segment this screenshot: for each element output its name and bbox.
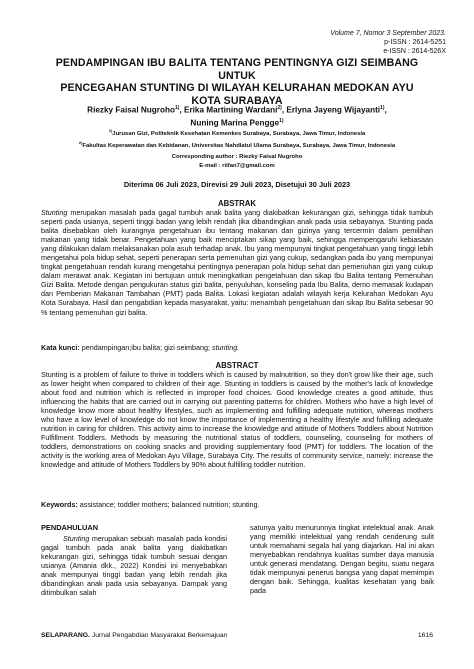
article-title bbox=[40, 57, 434, 107]
eissn-line: e-ISSN : 2614-526X bbox=[383, 48, 446, 55]
affiliation-text: Fakultas Keperawatan dan Kebidanan, Universitas Nahdlatul Ulama Surabaya, Surabaya, Jawa Timur, Indonesia bbox=[82, 142, 396, 149]
journal-header bbox=[330, 29, 446, 56]
submission-dates: Diterima 06 Juli 2023, Direvisi 29 Juli 2023, Disetujui 30 Juli 2023 bbox=[123, 180, 351, 189]
author-list bbox=[40, 103, 434, 128]
abstract-body: Stunting is a problem of failure to thrive in toddlers which is caused by malnutrition, so they don't grow like their age, such as lower height when compared to children of their age. Stunting in toddlers is caused by the mother's lack of knowledge about food and nutrition which is reflected in improper food choices. Good knowledge creates a good attitude, thus influencing the habits that are carried out in carrying out parenting patterns for children. Mothers who have a high level of knowledge know more about healthy lifestyles, such as implementing and fulfilling adequate nutrition, whereas mothers who have a low level of knowledge do not know the importance of implementing a healthy lifestyle and fulfilling adequate nutrition in caring for children. This activity aims to increase the knowledge and attitude of Mothers Toddlers about Nutrition Fulfillment Toddlers. Methods by measuring the nutritional status of toddlers, counseling, counseling for mothers of toddlers, demonstrations on cooking snacks and providing supplementary food (PMT) for toddlers. The location of the activity is the working area of Medokan Ayu Village, Surabaya City. The results of community service, namely: increase the knowledge and attitude of Mothers Toddlers by 90% about fulfilling toddler nutrition. bbox=[41, 370, 433, 470]
keywords bbox=[41, 500, 433, 509]
journal-subtitle: Jurnal Pengabdian Masyarakat Berkemajuan bbox=[89, 632, 228, 639]
author-name: , Erika Martining Wardani bbox=[179, 105, 278, 115]
page-number: 1616 bbox=[417, 632, 433, 639]
kata-kunci-label: Kata kunci: bbox=[41, 343, 80, 352]
title-line: KOTA SURABAYA bbox=[191, 94, 283, 107]
pissn-line: p-ISSN : 2614-5251 bbox=[384, 39, 446, 46]
intro-right-column bbox=[250, 523, 434, 595]
affiliation-text: Jurusan Gizi, Politeknik Kesehatan Kemenkes Surabaya, Surabaya, Jawa Timur, Indonesia bbox=[112, 130, 366, 137]
author-name: , Erlyna Jayeng Wijayanti bbox=[281, 105, 381, 115]
author-affil-mark: 1) bbox=[380, 105, 385, 111]
journal-name: SELAPARANG. bbox=[41, 632, 90, 639]
kata-kunci-text: pendampingan;ibu balita; gizi seimbang; bbox=[79, 343, 213, 352]
abstrak-heading: ABSTRAK bbox=[217, 199, 257, 208]
title-line: PENDAMPINGAN IBU BALITA TENTANG PENTINGNYA GIZI SEIMBANG UNTUK bbox=[55, 57, 419, 82]
volume-line: Volume 7, Nomor 3 September 2023. bbox=[330, 30, 446, 37]
author-affil-mark: 2) bbox=[277, 105, 282, 111]
kata-kunci-tail: stunting. bbox=[212, 343, 240, 352]
abstrak-text: merupakan masalah pada gagal tumbuh anak balita yang diakibatkan kekurangan gizi, sehingga tidak tumbuh seperti pada usianya, seperti tinggi badan yang lebih rendah jika dibandingkan anak pada usia sebayanya. Stunting pada balita disebabkan oleh kurangnya pengetahuan ibu tentang makanan dan gizinya yang tercermin dalam pemilihan makanan yang tidak benar. Pengetahuan yang baik menciptakan sikap yang baik, sehingga mempengaruhi kebiasaan yang dilakukan dalam melaksanakan pola asuh terhadap anak. Ibu yang mempunyai tingkat pengetahuan yang tinggi lebih mengetahui pola hidup sehat, seperti penerapan serta pemenuhan gizi yang cukup, sedangkan pada ibu yang mempunyai tingkat pengetahuan rendah kurang mengetahui pentingnya penerapan pola hidup sehat dan pemenuhan gizi yang cukup dalam merawat anak. Kegiatan ini bertujuan untuk meningkatkan pengetahuan dan sikap Ibu Balita tentang Pemenuhan Gizi Balita. Metode dengan pengukuran status gizi balita, penyuluhan, konseling pada Ibu Balita, demo memasak kudapan dan Pemberian Makanan Tambahan (PMT) pada Balita. Lokasi kegiatan adalah wilayah kerja Kelurahan Medokan Ayu Kota Surabaya. Hasil dari pengabdian kepada masyarakat, yaitu: menambah pengetahuan dan sikap Ibu Balita sebesar 90 % tentang pemenuhan gizi balita. bbox=[41, 208, 433, 317]
author-name: Riezky Faisal Nugroho bbox=[87, 105, 175, 115]
kata-kunci bbox=[41, 343, 433, 352]
abstract-heading: ABSTRACT bbox=[215, 361, 259, 370]
abstrak-lead: Stunting bbox=[41, 208, 68, 217]
affiliations bbox=[30, 127, 444, 150]
author-name: Nuning Marina Pengge bbox=[190, 118, 280, 128]
affil-mark: 2) bbox=[78, 139, 83, 145]
author-separator: , bbox=[384, 105, 387, 115]
title-line: PENCEGAHAN STUNTING DI WILAYAH KELURAHAN MEDOKAN AYU bbox=[60, 82, 414, 94]
intro-left-column bbox=[41, 523, 227, 597]
pendahuluan-lead: Stunting bbox=[63, 534, 90, 544]
author-affil-mark: 1) bbox=[174, 105, 180, 111]
page-footer bbox=[41, 632, 433, 639]
pendahuluan-heading: PENDAHULUAN bbox=[41, 523, 99, 532]
abstrak-body bbox=[41, 208, 433, 317]
corresponding-email: E-mail : riifan7@gmail.com bbox=[199, 162, 275, 169]
pendahuluan-text-left: merupakan sebuah masalah pada kondisi gagal tumbuh pada anak balita yang diakibatkan kekurangan gizi, sehingga tidak tumbuh sesuai dengan usianya (Amania dkk., 2022) Kondisi ini menyebabkan anak mempunyai tinggi badan yang lebih rendah jika dibandingkan anak pada usia sebayanya. Dampak yang ditimbulkan salah bbox=[41, 534, 227, 598]
corresponding-author bbox=[40, 153, 434, 170]
keywords-text: assistance; toddler mothers; balanced nutrition; stunting. bbox=[77, 500, 260, 509]
corresponding-line: Corresponding author : Riezky Faisal Nugroho bbox=[171, 154, 303, 160]
pendahuluan-text-right: satunya yaitu menurunnya tingkat intelektual anak. Anak yang memiliki intelektual yang rendah cenderung sulit untuk memahami segala hal yang diajarkan. Hal ini akan menyebabkan rendahnya kualitas sumber daya manusia untuk generasi mendatang. Dengan begitu, suatu negara tidak mempunyai penerus bangsa yang dapat memimpin dengan baik. Sehingga, kualitas kesehatan yang baik pada bbox=[250, 523, 434, 596]
keywords-label: Keywords: bbox=[41, 500, 78, 509]
affil-mark: 1) bbox=[108, 128, 113, 133]
author-affil-mark: 1) bbox=[279, 117, 284, 124]
pendahuluan-paragraph bbox=[41, 534, 227, 597]
